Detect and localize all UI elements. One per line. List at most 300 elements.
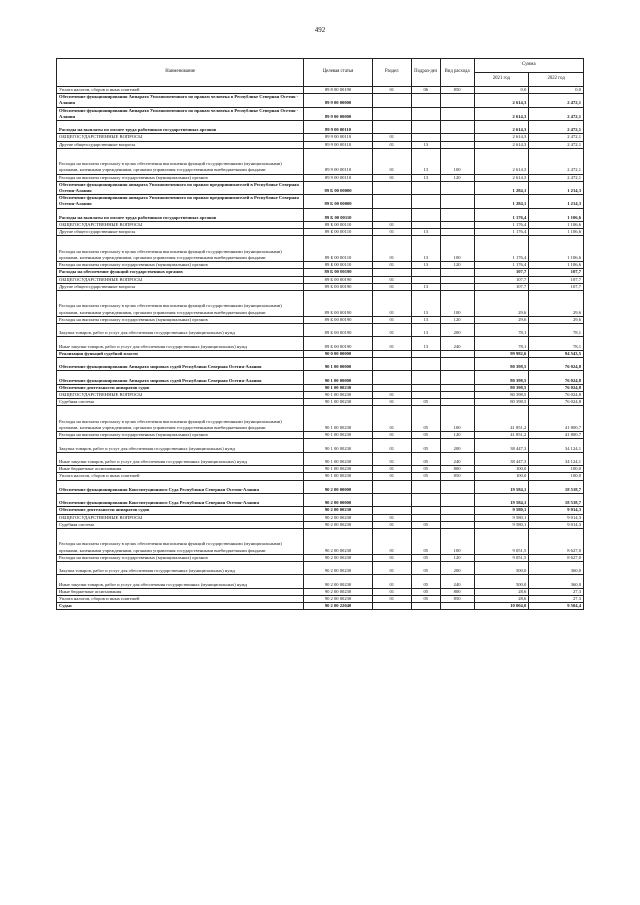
row-name: Расходы на выплаты персоналу в целях обеспечения выполнения функций государственными (муниципальными) органами, казенными учреждениями, органами управления государственными внебюджетными фондами (57, 528, 304, 554)
row-subsection: 06 (411, 87, 440, 94)
row-expense-type: 100 (440, 236, 474, 262)
row-code: 89 Б 00 00000 (304, 181, 372, 194)
row-sum-2021: 78,1 (474, 324, 529, 337)
budget-table (56, 58, 584, 610)
row-sum-2021: 2 614,3 (474, 134, 529, 141)
row-subsection: 05 (411, 561, 440, 574)
row-name: Иные бюджетные ассигнования (57, 466, 304, 473)
row-code: 89 9 00 00110 (304, 121, 372, 134)
row-expense-type (440, 507, 474, 514)
row-subsection: 05 (411, 406, 440, 432)
row-expense-type (440, 107, 474, 120)
row-expense-type (440, 229, 474, 236)
row-code: 90 1 00 00230 (304, 392, 372, 399)
row-name: Уплата налогов, сборов и иных платежей (57, 87, 304, 94)
row-name: Иные закупки товаров, работ и услуг для обеспечения государственных (муниципальных) нужд (57, 452, 304, 465)
row-expense-type (440, 134, 474, 141)
row-code: 90 2 00 00000 (304, 493, 372, 506)
row-section: 01 (372, 262, 411, 269)
row-sum-2021: 38 447,3 (474, 439, 529, 452)
row-code: 90 2 00 00230 (304, 528, 372, 554)
row-expense-type: 800 (440, 466, 474, 473)
row-subsection: 13 (411, 291, 440, 317)
row-code: 89 9 00 00000 (304, 94, 372, 107)
row-sum-2021: 80 398,5 (474, 399, 529, 406)
row-expense-type (440, 358, 474, 371)
table-row (57, 575, 584, 588)
row-section: 01 (372, 134, 411, 141)
row-subsection (411, 514, 440, 521)
row-section: 01 (372, 575, 411, 588)
row-sum-2022: 8 627,0 (529, 528, 584, 554)
table-header-row (57, 59, 584, 73)
table-row (57, 134, 584, 141)
row-name: ОБЩЕГОСУДАРСТВЕННЫЕ ВОПРОСЫ (57, 392, 304, 399)
row-code: 90 2 00 00230 (304, 595, 372, 602)
row-subsection: 05 (411, 432, 440, 439)
row-sum-2021: 80 398,5 (474, 392, 529, 399)
row-sum-2021: 9 580,1 (474, 521, 529, 528)
row-sum-2022: 2 472,1 (529, 141, 584, 148)
header-name: Наименование (57, 59, 304, 87)
row-sum-2022: 94 543,5 (529, 350, 584, 357)
row-subsection (411, 181, 440, 194)
row-code: 89 Б 00 00190 (304, 324, 372, 337)
row-section: 01 (372, 561, 411, 574)
row-subsection (411, 107, 440, 120)
row-subsection: 05 (411, 575, 440, 588)
row-subsection (411, 384, 440, 391)
row-sum-2022: 27,3 (529, 588, 584, 595)
row-sum-2021: 99 982,6 (474, 350, 529, 357)
table-row (57, 466, 584, 473)
row-subsection: 05 (411, 588, 440, 595)
row-expense-type (440, 195, 474, 208)
table-row (57, 236, 584, 262)
row-code: 90 1 00 00230 (304, 384, 372, 391)
table-row (57, 229, 584, 236)
table-row (57, 141, 584, 148)
row-section (372, 493, 411, 506)
row-subsection: 13 (411, 262, 440, 269)
header-subsection: Подраз-дел (411, 59, 440, 87)
table-row (57, 588, 584, 595)
row-subsection: 05 (411, 473, 440, 480)
row-name: Расходы на выплаты по оплате труда работников государственных органов (57, 121, 304, 134)
row-code: 89 Б 00 00190 (304, 276, 372, 283)
table-row (57, 473, 584, 480)
row-expense-type (440, 603, 474, 610)
row-sum-2022: 107,7 (529, 276, 584, 283)
row-sum-2022: 78,1 (529, 337, 584, 350)
row-code: 89 Б 00 00190 (304, 269, 372, 276)
table-row (57, 358, 584, 371)
row-section: 01 (372, 588, 411, 595)
row-code: 89 9 00 00000 (304, 107, 372, 120)
header-sum: Сумма (474, 59, 583, 73)
row-sum-2022: 1 214,3 (529, 195, 584, 208)
row-code: 90 2 00 00230 (304, 561, 372, 574)
row-code: 90 2 00 00230 (304, 575, 372, 588)
row-code: 89 8 00 00190 (304, 87, 372, 94)
header-expense-type: Вид расхода (440, 59, 474, 87)
row-expense-type: 850 (440, 87, 474, 94)
table-row (57, 432, 584, 439)
row-sum-2021: 2 614,3 (474, 107, 529, 120)
row-code: 90 1 00 00230 (304, 399, 372, 406)
row-subsection: 05 (411, 466, 440, 473)
row-section: 01 (372, 399, 411, 406)
table-row (57, 222, 584, 229)
row-section (372, 480, 411, 493)
row-sum-2022: 2 472,1 (529, 107, 584, 120)
row-sum-2021: 41 851,2 (474, 432, 529, 439)
header-code: Целевая статья (304, 59, 372, 87)
row-sum-2021: 0,0 (474, 87, 529, 94)
row-name: Расходы на выплаты по оплате труда работников государственных органов (57, 208, 304, 221)
row-code: 89 9 00 00110 (304, 141, 372, 148)
table-row (57, 406, 584, 432)
row-sum-2021: 107,7 (474, 283, 529, 290)
row-name: Другие общегосударственные вопросы (57, 283, 304, 290)
row-expense-type (440, 399, 474, 406)
row-expense-type (440, 222, 474, 229)
row-name: Расходы на выплаты персоналу в целях обеспечения выполнения функций государственными (муниципальными) органами, казенными учреждениями, органами управления государственными внебюджетными фондами (57, 148, 304, 174)
row-name: ОБЩЕГОСУДАРСТВЕННЫЕ ВОПРОСЫ (57, 134, 304, 141)
row-code: 89 Б 00 00190 (304, 337, 372, 350)
row-name: ОБЩЕГОСУДАРСТВЕННЫЕ ВОПРОСЫ (57, 514, 304, 521)
row-section: 01 (372, 337, 411, 350)
table-row (57, 493, 584, 506)
row-subsection: 05 (411, 528, 440, 554)
row-sum-2022: 9 014,3 (529, 514, 584, 521)
row-expense-type (440, 350, 474, 357)
row-subsection (411, 350, 440, 357)
row-code: 90 1 00 00000 (304, 371, 372, 384)
table-row (57, 595, 584, 602)
row-sum-2021: 100,0 (474, 473, 529, 480)
row-sum-2021: 1 284,1 (474, 181, 529, 194)
row-sum-2021: 1 176,4 (474, 229, 529, 236)
table-row (57, 148, 584, 174)
row-code: 89 9 00 00110 (304, 134, 372, 141)
row-expense-type (440, 276, 474, 283)
row-expense-type: 100 (440, 528, 474, 554)
row-sum-2021: 2 614,3 (474, 141, 529, 148)
row-section: 01 (372, 406, 411, 432)
row-expense-type: 850 (440, 595, 474, 602)
row-sum-2022: 29,6 (529, 291, 584, 317)
row-sum-2022: 76 024,8 (529, 384, 584, 391)
row-code: 89 Б 00 00190 (304, 291, 372, 317)
table-row (57, 337, 584, 350)
row-sum-2022: 360,0 (529, 575, 584, 588)
row-section (372, 208, 411, 221)
row-code: 90 2 00 00230 (304, 554, 372, 561)
row-expense-type (440, 371, 474, 384)
table-row (57, 561, 584, 574)
row-code: 89 Б 00 00110 (304, 236, 372, 262)
row-sum-2022: 360,0 (529, 561, 584, 574)
row-name: Расходы на выплаты персоналу в целях обеспечения выполнения функций государственными (муниципальными) органами, казенными учреждениями, органами управления государственными внебюджетными фондами (57, 406, 304, 432)
row-sum-2021: 19 584,1 (474, 493, 529, 506)
row-name: Расходы на обеспечение функций государственных органов (57, 269, 304, 276)
row-code: 90 1 00 00230 (304, 466, 372, 473)
row-sum-2021: 80 398,5 (474, 358, 529, 371)
row-subsection: 13 (411, 148, 440, 174)
row-code: 90 2 00 00230 (304, 521, 372, 528)
table-row (57, 392, 584, 399)
header-year-2022: 2022 год (529, 73, 584, 87)
row-subsection (411, 276, 440, 283)
table-row (57, 276, 584, 283)
row-code: 90 1 00 00000 (304, 358, 372, 371)
row-code: 90 2 00 00000 (304, 480, 372, 493)
row-code: 90 0 00 00000 (304, 350, 372, 357)
row-expense-type: 100 (440, 291, 474, 317)
row-code: 90 2 00 00230 (304, 514, 372, 521)
row-subsection: 05 (411, 439, 440, 452)
page-number: 492 (314, 26, 326, 34)
row-name: Обеспечение функционирования Конституционного Суда Республики Северная Осетия-Алания (57, 493, 304, 506)
table-row (57, 291, 584, 317)
row-name: Судебная система (57, 399, 304, 406)
row-name: Расходы на выплаты персоналу в целях обеспечения выполнения функций государственными (муниципальными) органами, казенными учреждениями, органами управления государственными внебюджетными фондами (57, 291, 304, 317)
row-expense-type: 100 (440, 148, 474, 174)
row-name: Обеспечение функционирования Аппарата мировых судей Республики Северная Осетия-Алания (57, 358, 304, 371)
row-subsection: 13 (411, 337, 440, 350)
row-subsection (411, 507, 440, 514)
row-subsection: 13 (411, 229, 440, 236)
row-name: Иные закупки товаров, работ и услуг для обеспечения государственных (муниципальных) нужд (57, 575, 304, 588)
row-sum-2021: 1 176,4 (474, 262, 529, 269)
row-code: 89 Б 00 00110 (304, 208, 372, 221)
row-expense-type: 240 (440, 452, 474, 465)
row-sum-2022: 1 214,3 (529, 181, 584, 194)
row-name: Уплата налогов, сборов и иных платежей (57, 473, 304, 480)
row-code: 89 Б 00 00000 (304, 195, 372, 208)
row-sum-2022: 2 472,1 (529, 148, 584, 174)
row-subsection: 05 (411, 399, 440, 406)
table-row (57, 174, 584, 181)
row-expense-type (440, 208, 474, 221)
row-code: 89 9 00 00110 (304, 174, 372, 181)
row-name: Уплата налогов, сборов и иных платежей (57, 595, 304, 602)
table-row (57, 521, 584, 528)
table-row (57, 384, 584, 391)
row-sum-2022: 76 024,8 (529, 358, 584, 371)
row-name: Обеспечение функционирования Аппарата мировых судей Республики Северная Осетия-Алания (57, 371, 304, 384)
row-subsection (411, 493, 440, 506)
row-subsection: 05 (411, 521, 440, 528)
row-sum-2022: 107,7 (529, 269, 584, 276)
row-name: Другие общегосударственные вопросы (57, 229, 304, 236)
row-sum-2022: 9 014,3 (529, 507, 584, 514)
row-sum-2022: 1 106,6 (529, 208, 584, 221)
row-sum-2022: 1 106,6 (529, 236, 584, 262)
row-sum-2022: 2 472,1 (529, 174, 584, 181)
row-section: 01 (372, 514, 411, 521)
row-expense-type (440, 493, 474, 506)
row-expense-type (440, 521, 474, 528)
table-row (57, 283, 584, 290)
row-section: 01 (372, 141, 411, 148)
row-name: ОБЩЕГОСУДАРСТВЕННЫЕ ВОПРОСЫ (57, 276, 304, 283)
row-sum-2021: 9 051,5 (474, 554, 529, 561)
row-name: Иные бюджетные ассигнования (57, 588, 304, 595)
row-subsection: 13 (411, 316, 440, 323)
row-subsection: 05 (411, 452, 440, 465)
row-sum-2022: 107,7 (529, 283, 584, 290)
row-sum-2021: 500,0 (474, 561, 529, 574)
row-section: 01 (372, 521, 411, 528)
table-row (57, 269, 584, 276)
table-row (57, 94, 584, 107)
row-sum-2021: 107,7 (474, 276, 529, 283)
row-subsection (411, 358, 440, 371)
row-code: 89 Б 00 00110 (304, 229, 372, 236)
row-section (372, 181, 411, 194)
row-section: 01 (372, 466, 411, 473)
row-sum-2021: 1 176,4 (474, 208, 529, 221)
row-sum-2022: 34 124,1 (529, 439, 584, 452)
row-sum-2021: 9 051,5 (474, 528, 529, 554)
table-row (57, 350, 584, 357)
row-name: Расходы на выплаты персоналу государственных (муниципальных) органов (57, 174, 304, 181)
row-sum-2021: 29,6 (474, 291, 529, 317)
table-row (57, 195, 584, 208)
row-expense-type (440, 94, 474, 107)
row-sum-2021: 107,7 (474, 269, 529, 276)
row-expense-type: 120 (440, 554, 474, 561)
row-code: 90 2 00 00230 (304, 507, 372, 514)
header-section: Раздел (372, 59, 411, 87)
row-code: 90 1 00 00230 (304, 473, 372, 480)
row-section: 01 (372, 276, 411, 283)
row-sum-2022: 34 124,1 (529, 452, 584, 465)
row-sum-2021: 1 176,4 (474, 222, 529, 229)
row-sum-2021: 500,0 (474, 575, 529, 588)
row-sum-2022: 41 800,7 (529, 432, 584, 439)
row-name: Судебная система (57, 521, 304, 528)
row-sum-2022: 27,3 (529, 595, 584, 602)
row-code: 89 9 00 00110 (304, 148, 372, 174)
row-name: Расходы на выплаты персоналу государственных (муниципальных) органов (57, 316, 304, 323)
row-expense-type (440, 181, 474, 194)
row-sum-2022: 100,0 (529, 473, 584, 480)
row-section: 01 (372, 452, 411, 465)
row-subsection: 13 (411, 174, 440, 181)
row-sum-2021: 29,6 (474, 316, 529, 323)
row-expense-type: 200 (440, 439, 474, 452)
row-subsection (411, 603, 440, 610)
row-section (372, 603, 411, 610)
table-row (57, 181, 584, 194)
table-row (57, 121, 584, 134)
row-expense-type: 200 (440, 324, 474, 337)
row-name: Расходы на выплаты персоналу государственных (муниципальных) органов (57, 554, 304, 561)
row-expense-type (440, 141, 474, 148)
table-row (57, 87, 584, 94)
row-sum-2022: 2 472,1 (529, 94, 584, 107)
row-sum-2021: 9 580,1 (474, 507, 529, 514)
row-section (372, 507, 411, 514)
row-expense-type (440, 384, 474, 391)
row-section: 01 (372, 439, 411, 452)
row-sum-2021: 28,6 (474, 588, 529, 595)
row-sum-2022: 76 024,8 (529, 392, 584, 399)
row-section (372, 269, 411, 276)
table-row (57, 262, 584, 269)
row-subsection (411, 371, 440, 384)
row-section (372, 121, 411, 134)
row-expense-type: 800 (440, 588, 474, 595)
row-name: Обеспечение деятельности аппаратов судов (57, 507, 304, 514)
row-name: Расходы на выплаты персоналу в целях обеспечения выполнения функций государственными (муниципальными) органами, казенными учреждениями, органами управления государственными внебюджетными фондами (57, 236, 304, 262)
row-sum-2021: 80 398,5 (474, 384, 529, 391)
table-body (57, 87, 584, 610)
row-section: 01 (372, 291, 411, 317)
row-subsection (411, 269, 440, 276)
row-subsection (411, 94, 440, 107)
row-name: Обеспечение функционирования Аппарата Уполномоченного по правам человека в Республике Северная Осетия - Алания (57, 94, 304, 107)
row-expense-type: 120 (440, 432, 474, 439)
row-section (372, 195, 411, 208)
row-sum-2021: 2 614,3 (474, 121, 529, 134)
row-section: 01 (372, 174, 411, 181)
row-subsection (411, 121, 440, 134)
row-expense-type: 240 (440, 337, 474, 350)
row-sum-2021: 78,1 (474, 337, 529, 350)
row-sum-2022: 1 106,6 (529, 222, 584, 229)
row-name: Судьи (57, 603, 304, 610)
row-section: 01 (372, 316, 411, 323)
row-section: 01 (372, 554, 411, 561)
row-name: Обеспечение функционирования Конституционного Суда Республики Северная Осетия-Алания (57, 480, 304, 493)
row-code: 90 1 00 00230 (304, 439, 372, 452)
table-row (57, 480, 584, 493)
row-section: 01 (372, 283, 411, 290)
table-row (57, 514, 584, 521)
table-row (57, 107, 584, 120)
row-sum-2021: 41 851,2 (474, 406, 529, 432)
row-expense-type: 120 (440, 174, 474, 181)
row-expense-type (440, 514, 474, 521)
row-expense-type: 100 (440, 406, 474, 432)
row-sum-2021: 1 176,4 (474, 236, 529, 262)
row-name: Закупка товаров, работ и услуг для обеспечения государственных (муниципальных) нужд (57, 324, 304, 337)
row-sum-2021: 10 004,0 (474, 603, 529, 610)
row-section (372, 358, 411, 371)
row-expense-type (440, 392, 474, 399)
row-code: 89 Б 00 00110 (304, 222, 372, 229)
row-section (372, 107, 411, 120)
table-row (57, 452, 584, 465)
row-name: Расходы на выплаты персоналу государственных (муниципальных) органов (57, 262, 304, 269)
row-code: 90 2 00 22040 (304, 603, 372, 610)
row-section: 01 (372, 229, 411, 236)
table-row (57, 208, 584, 221)
row-sum-2021: 28,6 (474, 595, 529, 602)
row-name: Закупка товаров, работ и услуг для обеспечения государственных (муниципальных) нужд (57, 561, 304, 574)
row-expense-type: 850 (440, 473, 474, 480)
row-expense-type (440, 269, 474, 276)
row-expense-type (440, 480, 474, 493)
row-section (372, 384, 411, 391)
row-subsection (411, 480, 440, 493)
row-code: 90 1 00 00230 (304, 452, 372, 465)
table-row (57, 399, 584, 406)
